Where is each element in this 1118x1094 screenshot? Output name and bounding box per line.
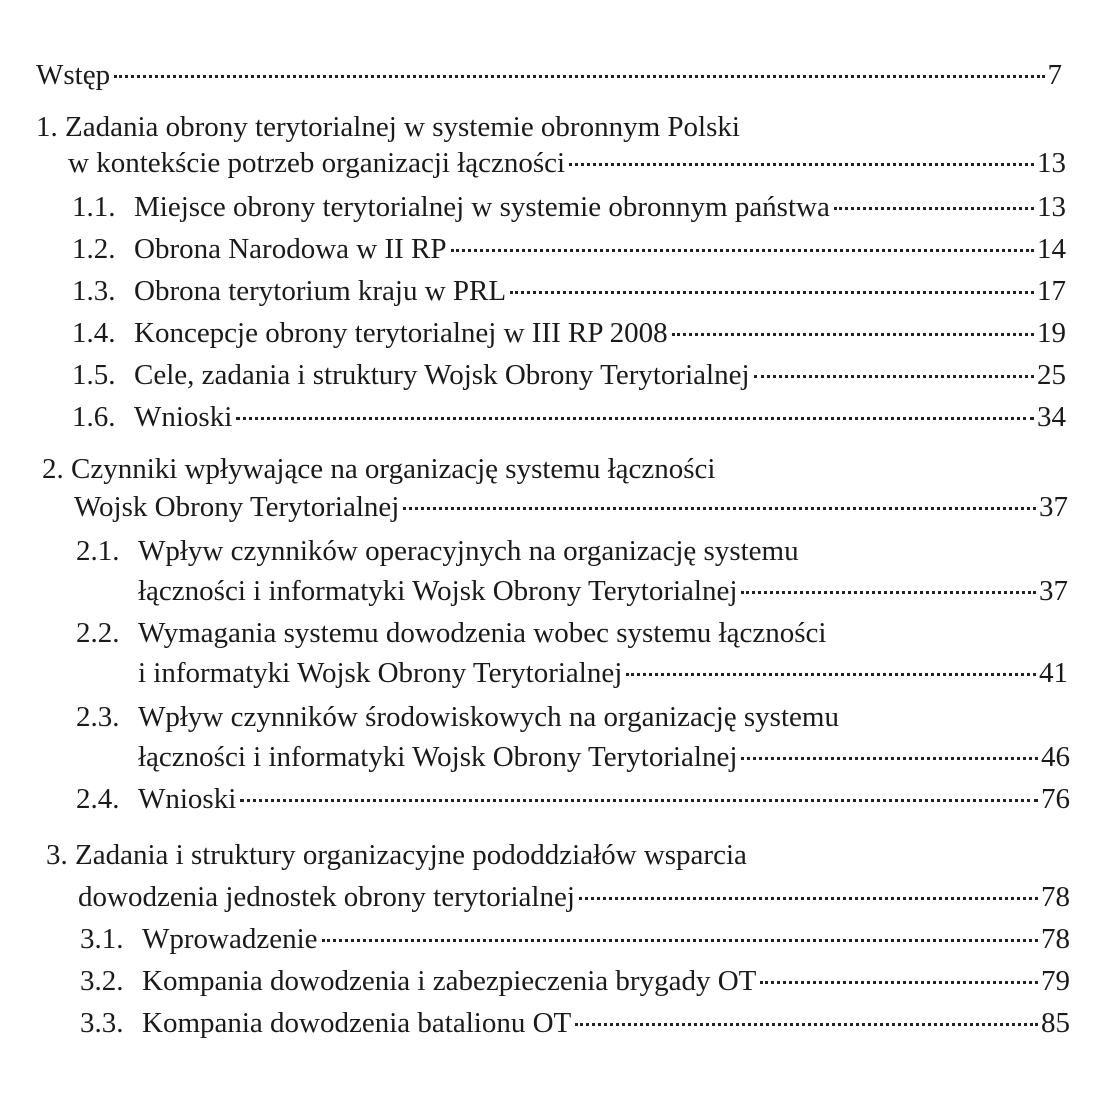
toc-entry-page: 14 <box>1037 233 1066 265</box>
toc-entry-page: 41 <box>1039 657 1068 689</box>
section-title: Cele, zadania i struktury Wojsk Obrony Terytorialnej <box>134 359 750 391</box>
toc-section-2-4[interactable] <box>76 782 1070 816</box>
section-number: 3.3. <box>80 1007 124 1039</box>
section-title: Wprowadzenie <box>142 923 318 955</box>
dot-leader <box>575 1023 1038 1026</box>
section-number: 1.4. <box>72 317 116 349</box>
chapter-title-line2: dowodzenia jednostek obrony terytorialnej <box>78 881 575 913</box>
section-title-line1: Wymagania systemu dowodzenia wobec systemu łączności <box>138 617 827 649</box>
toc-entry-page: 34 <box>1037 401 1066 433</box>
section-number: 3.2. <box>80 965 124 997</box>
section-title-line1: Wpływ czynników operacyjnych na organizację systemu <box>138 535 799 567</box>
toc-chapter-3-heading[interactable] <box>46 838 747 872</box>
dot-leader <box>741 757 1038 760</box>
chapter-title-line2: Wojsk Obrony Terytorialnej <box>74 491 400 523</box>
toc-entry-page: 79 <box>1041 965 1070 997</box>
section-title-line2: łączności i informatyki Wojsk Obrony Terytorialnej <box>138 741 738 773</box>
toc-entry-page: 78 <box>1041 923 1070 955</box>
dot-leader <box>626 673 1036 676</box>
toc-entry-page: 17 <box>1037 275 1066 307</box>
toc-entry-page: 25 <box>1037 359 1066 391</box>
section-title: Kompania dowodzenia batalionu OT <box>142 1007 572 1039</box>
section-number: 1.3. <box>72 275 116 307</box>
section-title: Kompania dowodzenia i zabezpieczenia brygady OT <box>142 965 757 997</box>
dot-leader <box>760 981 1038 984</box>
section-title-line2: łączności i informatyki Wojsk Obrony Terytorialnej <box>138 575 738 607</box>
section-title: Wnioski <box>134 401 233 433</box>
chapter-title-line1: Zadania obrony terytorialnej w systemie obronnym Polski <box>65 111 740 143</box>
section-number: 3.1. <box>80 923 124 955</box>
toc-section-1-2[interactable] <box>72 232 1066 266</box>
toc-chapter-3[interactable] <box>78 880 1070 914</box>
toc-section-2-1[interactable] <box>138 574 1068 608</box>
chapter-title-line2: w kontekście potrzeb organizacji łączności <box>68 147 566 179</box>
toc-section-2-2-heading[interactable] <box>76 616 826 650</box>
dot-leader <box>236 417 1034 420</box>
toc-entry-page: 46 <box>1041 741 1070 773</box>
toc-entry-page: 85 <box>1041 1007 1070 1039</box>
dot-leader <box>672 333 1034 336</box>
section-number: 2.1. <box>76 535 120 567</box>
section-number: 1.5. <box>72 359 116 391</box>
toc-section-1-6[interactable] <box>72 400 1066 434</box>
toc-entry-page: 13 <box>1037 147 1066 179</box>
toc-entry-page: 13 <box>1037 191 1066 223</box>
chapter-number: 1. <box>36 111 58 143</box>
dot-leader <box>754 375 1035 378</box>
section-title-line1: Wpływ czynników środowiskowych na organizację systemu <box>138 701 839 733</box>
toc-entry-page: 7 <box>1047 59 1062 91</box>
dot-leader <box>451 249 1035 252</box>
section-title-line2: i informatyki Wojsk Obrony Terytorialnej <box>138 657 623 689</box>
toc-chapter-1-heading[interactable] <box>36 110 740 144</box>
chapter-number: 3. <box>46 839 68 871</box>
toc-entry-page: 76 <box>1041 783 1070 815</box>
dot-leader <box>114 75 1044 78</box>
toc-entry-title: Wstęp <box>36 59 111 91</box>
chapter-title-line1: Zadania i struktury organizacyjne pododdziałów wsparcia <box>75 839 747 871</box>
chapter-title-line1: Czynniki wpływające na organizację systemu łączności <box>71 453 716 485</box>
dot-leader <box>403 507 1036 510</box>
section-number: 1.2. <box>72 233 116 265</box>
section-title: Obrona Narodowa w II RP <box>134 233 447 265</box>
toc-section-1-1[interactable] <box>72 190 1066 224</box>
dot-leader <box>834 207 1034 210</box>
toc-chapter-2-heading[interactable] <box>42 452 716 486</box>
toc-section-2-1-heading[interactable] <box>76 534 799 568</box>
dot-leader <box>579 897 1038 900</box>
section-title: Koncepcje obrony terytorialnej w III RP 2008 <box>134 317 668 349</box>
toc-section-1-5[interactable] <box>72 358 1066 392</box>
section-title: Obrona terytorium kraju w PRL <box>134 275 507 307</box>
section-number: 2.4. <box>76 783 120 815</box>
toc-section-2-3-heading[interactable] <box>76 700 839 734</box>
dot-leader <box>741 591 1036 594</box>
toc-entry-intro[interactable] <box>36 58 1062 92</box>
dot-leader <box>322 939 1038 942</box>
section-number: 2.2. <box>76 617 120 649</box>
toc-section-3-1[interactable] <box>80 922 1070 956</box>
section-number: 1.1. <box>72 191 116 223</box>
section-title: Wnioski <box>138 783 237 815</box>
chapter-number: 2. <box>42 453 64 485</box>
toc-section-1-4[interactable] <box>72 316 1066 350</box>
section-number: 2.3. <box>76 701 120 733</box>
dot-leader <box>240 799 1038 802</box>
toc-section-3-2[interactable] <box>80 964 1070 998</box>
toc-entry-page: 78 <box>1041 881 1070 913</box>
toc-section-1-3[interactable] <box>72 274 1066 308</box>
toc-section-2-3[interactable] <box>138 740 1070 774</box>
toc-section-2-2[interactable] <box>138 656 1068 690</box>
section-title: Miejsce obrony terytorialnej w systemie obronnym państwa <box>134 191 830 223</box>
toc-entry-page: 19 <box>1037 317 1066 349</box>
toc-section-3-3[interactable] <box>80 1006 1070 1040</box>
dot-leader <box>569 163 1034 166</box>
toc-entry-page: 37 <box>1039 575 1068 607</box>
toc-chapter-2[interactable] <box>74 490 1068 524</box>
section-number: 1.6. <box>72 401 116 433</box>
toc-chapter-1[interactable] <box>68 146 1066 180</box>
toc-entry-page: 37 <box>1039 491 1068 523</box>
dot-leader <box>510 291 1034 294</box>
